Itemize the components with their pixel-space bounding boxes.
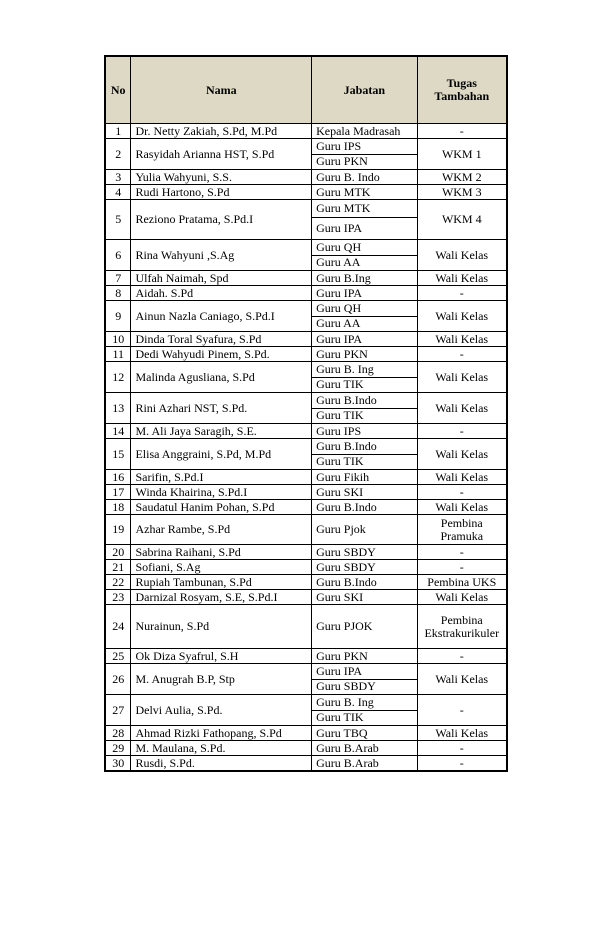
table-body <box>105 124 507 772</box>
cell-nama: Dinda Toral Syafura, S.Pd <box>131 332 312 347</box>
cell-jabatan: Guru PKN <box>312 154 417 170</box>
cell-nama: M. Ali Jaya Saragih, S.E. <box>131 424 312 439</box>
cell-nama: Ok Diza Syafrul, S.H <box>131 649 312 664</box>
cell-no: 23 <box>105 590 131 605</box>
table-row <box>105 605 507 649</box>
cell-no: 30 <box>105 756 131 772</box>
table-row <box>105 500 507 515</box>
cell-no: 11 <box>105 347 131 362</box>
cell-no: 15 <box>105 439 131 470</box>
cell-jabatan: Guru B.Ing <box>312 271 417 286</box>
cell-no: 26 <box>105 664 131 695</box>
cell-tugas-tambahan: Wali Kelas <box>417 240 507 271</box>
table-row <box>105 347 507 362</box>
cell-no: 18 <box>105 500 131 515</box>
cell-no: 4 <box>105 185 131 200</box>
cell-jabatan: Guru B.Indo <box>312 575 417 590</box>
cell-no: 5 <box>105 200 131 240</box>
table-row <box>105 139 507 155</box>
header-tugas-tambahan: Tugas Tambahan <box>417 56 507 124</box>
cell-tugas-tambahan: - <box>417 124 507 139</box>
cell-nama: Ulfah Naimah, Spd <box>131 271 312 286</box>
table-row <box>105 560 507 575</box>
cell-nama: Rasyidah Arianna HST, S.Pd <box>131 139 312 170</box>
table-row <box>105 590 507 605</box>
cell-tugas-tambahan: Wali Kelas <box>417 470 507 485</box>
header-jabatan: Jabatan <box>312 56 417 124</box>
cell-no: 24 <box>105 605 131 649</box>
table-row <box>105 286 507 301</box>
cell-tugas-tambahan: Wali Kelas <box>417 271 507 286</box>
cell-tugas-tambahan: WKM 2 <box>417 170 507 185</box>
cell-jabatan: Guru TIK <box>312 710 417 726</box>
cell-nama: Nurainun, S.Pd <box>131 605 312 649</box>
cell-nama: Rina Wahyuni ,S.Ag <box>131 240 312 271</box>
cell-no: 10 <box>105 332 131 347</box>
cell-jabatan: Guru TIK <box>312 454 417 470</box>
cell-tugas-tambahan: - <box>417 286 507 301</box>
cell-jabatan: Guru PKN <box>312 347 417 362</box>
table-row <box>105 575 507 590</box>
cell-no: 29 <box>105 741 131 756</box>
cell-tugas-tambahan: Wali Kelas <box>417 664 507 695</box>
cell-tugas-tambahan: - <box>417 695 507 726</box>
cell-tugas-tambahan: Wali Kelas <box>417 590 507 605</box>
cell-nama: Saudatul Hanim Pohan, S.Pd <box>131 500 312 515</box>
cell-no: 17 <box>105 485 131 500</box>
cell-jabatan: Guru SBDY <box>312 679 417 695</box>
table-row <box>105 470 507 485</box>
cell-jabatan: Guru TIK <box>312 377 417 393</box>
cell-tugas-tambahan: Pembina Pramuka <box>417 515 507 545</box>
table-row <box>105 124 507 139</box>
cell-jabatan: Guru MTK <box>312 200 417 218</box>
cell-jabatan: Guru SBDY <box>312 560 417 575</box>
cell-jabatan: Guru B.Arab <box>312 741 417 756</box>
cell-jabatan: Guru IPA <box>312 664 417 680</box>
cell-no: 21 <box>105 560 131 575</box>
table-row <box>105 301 507 317</box>
cell-tugas-tambahan: - <box>417 756 507 772</box>
table-row <box>105 741 507 756</box>
cell-no: 16 <box>105 470 131 485</box>
cell-nama: Delvi Aulia, S.Pd. <box>131 695 312 726</box>
cell-jabatan: Guru IPS <box>312 424 417 439</box>
cell-jabatan: Guru Pjok <box>312 515 417 545</box>
cell-tugas-tambahan: - <box>417 545 507 560</box>
cell-tugas-tambahan: - <box>417 424 507 439</box>
cell-nama: M. Maulana, S.Pd. <box>131 741 312 756</box>
cell-no: 1 <box>105 124 131 139</box>
cell-jabatan: Guru B.Indo <box>312 500 417 515</box>
table-row <box>105 515 507 545</box>
cell-jabatan: Guru TIK <box>312 408 417 424</box>
cell-tugas-tambahan: Wali Kelas <box>417 393 507 424</box>
cell-tugas-tambahan: WKM 4 <box>417 200 507 240</box>
cell-nama: Sabrina Raihani, S.Pd <box>131 545 312 560</box>
cell-jabatan: Guru SBDY <box>312 545 417 560</box>
cell-nama: Azhar Rambe, S.Pd <box>131 515 312 545</box>
cell-jabatan: Guru B. Ing <box>312 695 417 711</box>
cell-jabatan: Guru QH <box>312 301 417 317</box>
cell-jabatan: Guru IPS <box>312 139 417 155</box>
cell-nama: M. Anugrah B.P, Stp <box>131 664 312 695</box>
cell-nama: Sarifin, S.Pd.I <box>131 470 312 485</box>
table-row <box>105 185 507 200</box>
table-row <box>105 756 507 772</box>
table-row <box>105 240 507 256</box>
cell-no: 3 <box>105 170 131 185</box>
cell-jabatan: Guru B.Indo <box>312 393 417 409</box>
cell-no: 14 <box>105 424 131 439</box>
cell-no: 9 <box>105 301 131 332</box>
cell-no: 19 <box>105 515 131 545</box>
cell-tugas-tambahan: Wali Kelas <box>417 362 507 393</box>
table-row <box>105 439 507 455</box>
cell-no: 6 <box>105 240 131 271</box>
cell-tugas-tambahan: Wali Kelas <box>417 332 507 347</box>
cell-nama: Winda Khairina, S.Pd.I <box>131 485 312 500</box>
table-row <box>105 664 507 680</box>
cell-nama: Rupiah Tambunan, S.Pd <box>131 575 312 590</box>
cell-no: 2 <box>105 139 131 170</box>
cell-tugas-tambahan: - <box>417 560 507 575</box>
cell-no: 20 <box>105 545 131 560</box>
table-row <box>105 649 507 664</box>
cell-tugas-tambahan: - <box>417 649 507 664</box>
cell-jabatan: Guru AA <box>312 255 417 271</box>
cell-jabatan: Guru PJOK <box>312 605 417 649</box>
cell-tugas-tambahan: Pembina UKS <box>417 575 507 590</box>
cell-no: 8 <box>105 286 131 301</box>
table-row <box>105 362 507 378</box>
cell-tugas-tambahan: Wali Kelas <box>417 500 507 515</box>
cell-jabatan: Guru SKI <box>312 485 417 500</box>
table-row <box>105 424 507 439</box>
cell-tugas-tambahan: Wali Kelas <box>417 439 507 470</box>
cell-jabatan: Guru AA <box>312 316 417 332</box>
cell-jabatan: Guru SKI <box>312 590 417 605</box>
cell-jabatan: Guru B.Indo <box>312 439 417 455</box>
cell-jabatan: Guru IPA <box>312 218 417 240</box>
cell-tugas-tambahan: - <box>417 485 507 500</box>
cell-jabatan: Guru B. Indo <box>312 170 417 185</box>
table-row <box>105 545 507 560</box>
cell-nama: Elisa Anggraini, S.Pd, M.Pd <box>131 439 312 470</box>
cell-nama: Ainun Nazla Caniago, S.Pd.I <box>131 301 312 332</box>
cell-no: 13 <box>105 393 131 424</box>
cell-tugas-tambahan: - <box>417 347 507 362</box>
cell-nama: Dedi Wahyudi Pinem, S.Pd. <box>131 347 312 362</box>
cell-nama: Aidah. S.Pd <box>131 286 312 301</box>
header-no: No <box>105 56 131 124</box>
cell-jabatan: Kepala Madrasah <box>312 124 417 139</box>
header-row <box>105 56 507 124</box>
cell-nama: Yulia Wahyuni, S.S. <box>131 170 312 185</box>
cell-nama: Ahmad Rizki Fathopang, S.Pd <box>131 726 312 741</box>
cell-tugas-tambahan: WKM 3 <box>417 185 507 200</box>
header-nama: Nama <box>131 56 312 124</box>
cell-jabatan: Guru QH <box>312 240 417 256</box>
cell-jabatan: Guru B.Arab <box>312 756 417 772</box>
cell-nama: Reziono Pratama, S.Pd.I <box>131 200 312 240</box>
table-row <box>105 695 507 711</box>
cell-no: 28 <box>105 726 131 741</box>
cell-no: 7 <box>105 271 131 286</box>
cell-nama: Rudi Hartono, S.Pd <box>131 185 312 200</box>
cell-nama: Sofiani, S.Ag <box>131 560 312 575</box>
cell-jabatan: Guru TBQ <box>312 726 417 741</box>
table-row <box>105 393 507 409</box>
cell-jabatan: Guru MTK <box>312 185 417 200</box>
table-row <box>105 170 507 185</box>
cell-nama: Darnizal Rosyam, S.E, S.Pd.I <box>131 590 312 605</box>
cell-jabatan: Guru Fikih <box>312 470 417 485</box>
table-row <box>105 200 507 218</box>
cell-no: 22 <box>105 575 131 590</box>
cell-jabatan: Guru IPA <box>312 332 417 347</box>
cell-nama: Rusdi, S.Pd. <box>131 756 312 772</box>
table-row <box>105 485 507 500</box>
staff-table <box>104 55 508 772</box>
cell-tugas-tambahan: Wali Kelas <box>417 301 507 332</box>
cell-no: 27 <box>105 695 131 726</box>
cell-jabatan: Guru B. Ing <box>312 362 417 378</box>
table-row <box>105 726 507 741</box>
cell-nama: Malinda Agusliana, S.Pd <box>131 362 312 393</box>
cell-tugas-tambahan: Wali Kelas <box>417 726 507 741</box>
cell-nama: Rini Azhari NST, S.Pd. <box>131 393 312 424</box>
cell-no: 12 <box>105 362 131 393</box>
cell-tugas-tambahan: WKM 1 <box>417 139 507 170</box>
cell-no: 25 <box>105 649 131 664</box>
cell-jabatan: Guru PKN <box>312 649 417 664</box>
table-row <box>105 332 507 347</box>
table-row <box>105 271 507 286</box>
cell-jabatan: Guru IPA <box>312 286 417 301</box>
cell-tugas-tambahan: - <box>417 741 507 756</box>
table-header <box>105 56 507 124</box>
cell-nama: Dr. Netty Zakiah, S.Pd, M.Pd <box>131 124 312 139</box>
cell-tugas-tambahan: Pembina Ekstrakurikuler <box>417 605 507 649</box>
